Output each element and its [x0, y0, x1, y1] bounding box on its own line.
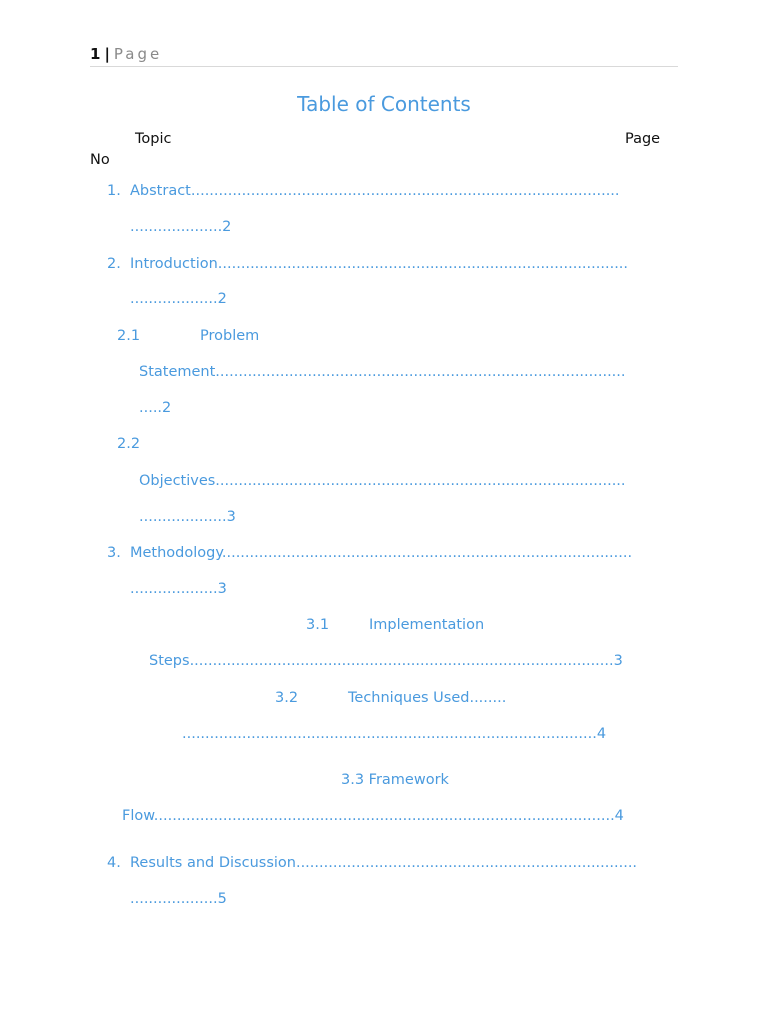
toc-link-objectives[interactable]: Objectives......................................................................................... [139, 473, 626, 489]
toc-link-introduction[interactable]: Introduction......................................................................................... [130, 256, 629, 272]
toc-page-results[interactable]: ...................5 [130, 891, 227, 907]
toc-page-abstract[interactable]: ....................2 [130, 219, 232, 235]
toc-link-problem-statement[interactable]: Statement......................................................................................... [139, 364, 626, 380]
toc-num-implementation: 3.1 [306, 617, 330, 633]
toc-link-techniques[interactable]: Techniques Used........ [348, 690, 507, 706]
toc-num-abstract: 1. [107, 183, 121, 199]
toc-link-problem[interactable]: Problem [200, 328, 260, 344]
column-page: Page [625, 131, 661, 147]
toc-link-implementation-steps[interactable]: Steps............................................................................................3 [149, 653, 623, 669]
header-separator: | [104, 45, 110, 63]
toc-link-abstract[interactable]: Abstract............................................................................................. [130, 183, 620, 199]
toc-page-techniques[interactable]: ..........................................................................................4 [182, 726, 607, 742]
toc-num-introduction: 2. [107, 256, 121, 272]
toc-num-methodology: 3. [107, 545, 121, 561]
toc-num-techniques: 3.2 [275, 690, 299, 706]
toc-page-problem[interactable]: .....2 [139, 400, 172, 416]
toc-num-objectives: 2.2 [117, 436, 141, 452]
page-header [90, 45, 162, 63]
toc-link-framework[interactable]: 3.3 Framework [341, 772, 449, 788]
column-no: No [90, 152, 110, 168]
toc-num-results: 4. [107, 855, 121, 871]
page-number: 1 [90, 45, 101, 63]
toc-num-problem: 2.1 [117, 328, 141, 344]
toc-link-framework-flow[interactable]: Flow....................................................................................................4 [122, 808, 624, 824]
toc-page-introduction[interactable]: ...................2 [130, 291, 227, 307]
toc-title: Table of Contents [297, 92, 471, 116]
header-rule [90, 66, 678, 67]
toc-link-methodology[interactable]: Methodology......................................................................................... [130, 545, 633, 561]
page-word: Page [113, 45, 163, 63]
column-topic: Topic [135, 131, 172, 147]
toc-link-implementation[interactable]: Implementation [369, 617, 485, 633]
toc-page-methodology[interactable]: ...................3 [130, 581, 227, 597]
toc-page-objectives[interactable]: ...................3 [139, 509, 236, 525]
toc-link-results[interactable]: Results and Discussion.......................................................................... [130, 855, 638, 871]
